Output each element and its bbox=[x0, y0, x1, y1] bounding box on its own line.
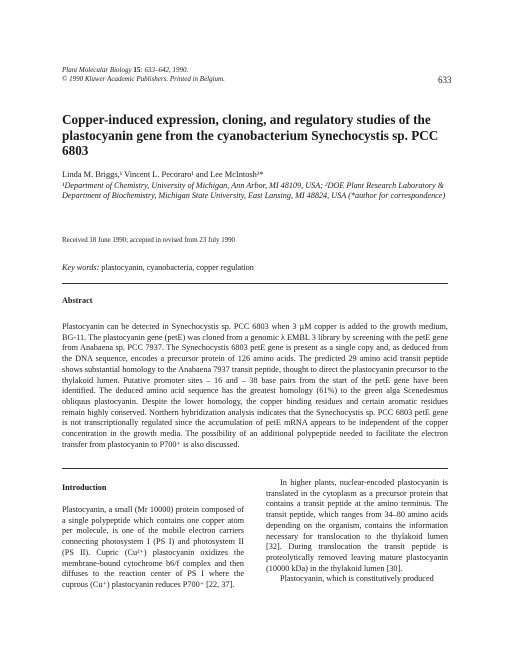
introduction-heading: Introduction bbox=[62, 483, 107, 492]
page-number: 633 bbox=[438, 75, 452, 85]
journal-citation bbox=[62, 66, 225, 84]
keywords-text: plastocyanin, cyanobacteria, copper regulation bbox=[101, 263, 254, 272]
introduction-col1: Plastocyanin, a small (Mr 10000) protein composed of a single polypeptide which contains one copper atom per molecule, is one of the mobile electron carriers connecting photosystem I (PS I) and photosystem II (PS II). Cupric (Cu²⁺) plastocyanin oxidizes the membrane-bound cytochrome b6/f complex and then diffuses to the reaction center of PS I where the cuprous (Cu⁺) plastocyanin reduces P700⁺ [22, 37]. bbox=[62, 505, 244, 589]
abstract-heading: Abstract bbox=[62, 296, 93, 305]
journal-volume: 15 bbox=[133, 66, 141, 74]
keywords bbox=[62, 263, 457, 272]
introduction-col2-paragraph-1: In higher plants, nuclear-encoded plastocyanin is translated in the cytoplasm as a precursor protein that contains a transit peptide at the amino terminus. The transit peptide, which ranges from 34–80 amino acids depending on the organism, contains the information necessary for translocation to the thylakoid lumen [32]. During translocation the transit peptide is proteolytically removed leaving mature plastocyanin (10000 kDa) in the thylakoid lumen [30]. bbox=[266, 478, 448, 573]
introduction-col2-paragraph-2: Plastocyanin, which is constitutively produced bbox=[280, 574, 434, 584]
introduction-col2 bbox=[266, 478, 448, 585]
received-dates: Received 18 June 1990; accepted in revised from 23 July 1990 bbox=[62, 237, 235, 244]
divider-abstract bbox=[62, 468, 448, 469]
journal-copyright: © 1990 Kluwer Academic Publishers. Printed in Belgium. bbox=[62, 75, 225, 83]
abstract-text: Plastocyanin can be detected in Synechocystis sp. PCC 6803 when 3 µM copper is added to the growth medium, BG-11. The plastocyanin gene (petE) was cloned from a genomic λ EMBL 3 library by screening with the petE gene from Anabaena sp. PCC 7937. The Synechocystis 6803 petE gene is present as a single copy and, as deduced from the DNA sequence, encodes a precursor protein of 126 amino acids. The predicted 29 amino acid transit peptide shows substantial homology to the Anabaena 7937 transit peptide, thought to direct the plastocyanin precursor to the thylakoid lumen. Putative promoter sites – 16 and – 38 base pairs from the start of the petE gene have been identified. The deduced amino acid sequence has the greatest homology (61%) to the green alga Scenedesmus obliquus plastocyanin. Despite the lower homology, the copper binding residues and certain aromatic residues remain highly conserved. Northern hybridization analysis indicates that the Synechocystis sp. PCC 6803 petE gene is not transcriptionally regulated since the accumulation of petE mRNA appears to be independent of the copper concentration in the growth media. The possibility of an additional polypeptide needed to facilitate the electron transfer from plastocyanin to P700⁺ is also discussed. bbox=[62, 322, 448, 449]
journal-pages: : 633–642, 1990. bbox=[140, 66, 189, 74]
divider-top bbox=[62, 283, 448, 284]
paper-title: Copper-induced expression, cloning, and regulatory studies of the plastocyanin gene from the cyanobacterium Synechocystis sp. PCC 6803 bbox=[62, 112, 439, 158]
journal-name: Plant Molecular Biology bbox=[62, 66, 132, 74]
keywords-label: Key words: bbox=[62, 263, 100, 272]
affiliations: ¹Department of Chemistry, University of Michigan, Ann Arbor, MI 48109, USA; ²DOE Plant Research Laboratory & Department of Biochemistry, Michigan State University, East Lansing, MI 48824, USA (*author for correspondence) bbox=[62, 181, 446, 201]
authors: Linda M. Briggs,¹ Vincent L. Pecoraro¹ and Lee McIntosh²* bbox=[62, 170, 264, 179]
